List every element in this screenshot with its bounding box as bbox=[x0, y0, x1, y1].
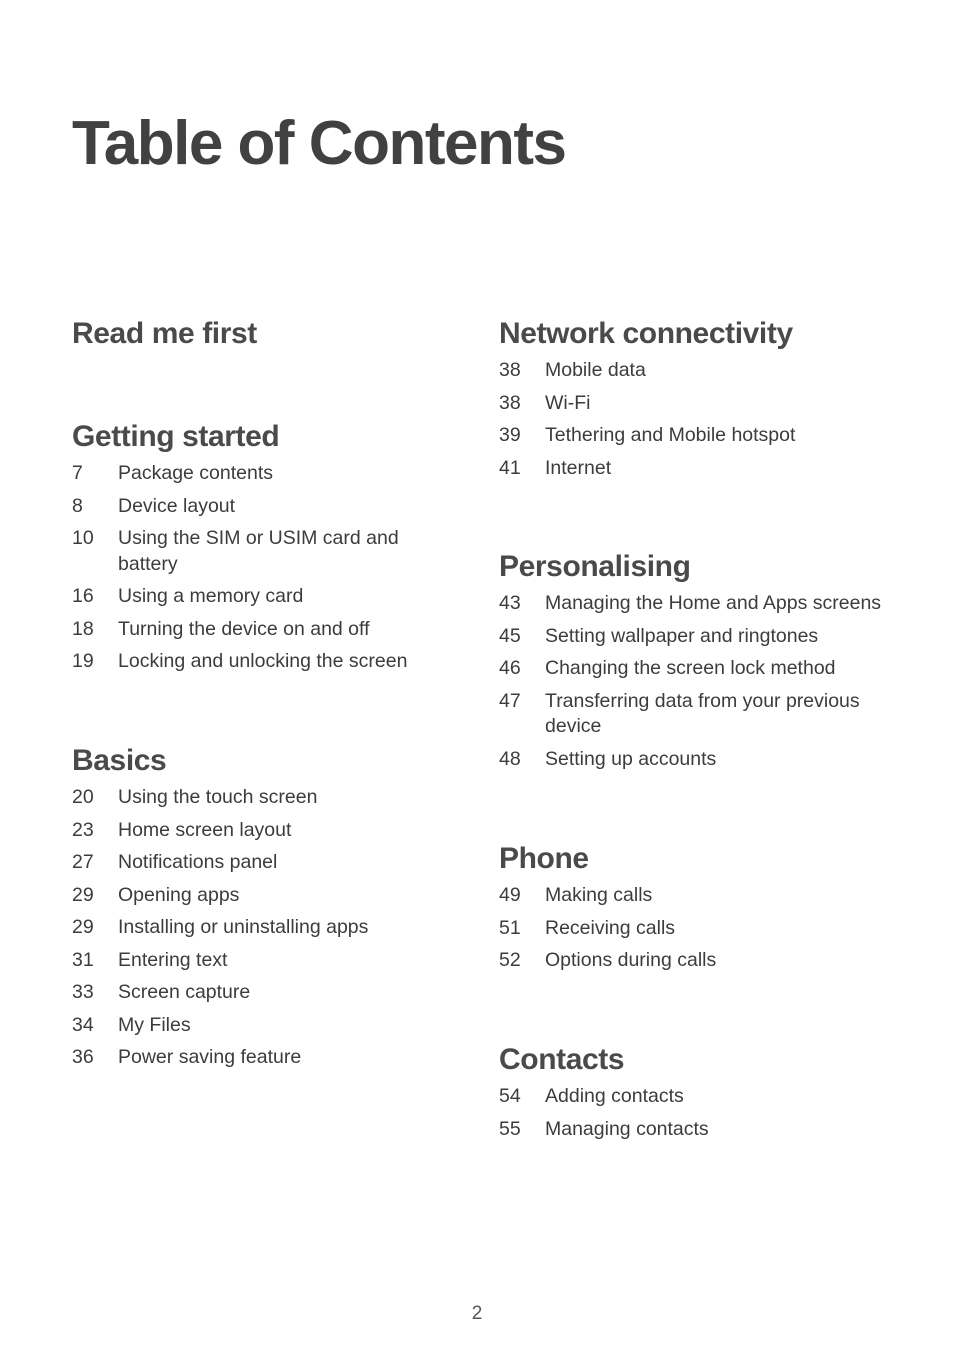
toc-entry-text: Setting up accounts bbox=[545, 747, 717, 770]
toc-entry-page: 19 bbox=[72, 650, 94, 672]
toc-entry-page: 48 bbox=[499, 747, 521, 770]
toc-entry-text: Managing contacts bbox=[545, 1117, 709, 1140]
toc-entry-page: 20 bbox=[72, 786, 94, 808]
toc-entry[interactable] bbox=[72, 915, 442, 941]
toc-entry-list bbox=[499, 1084, 899, 1142]
toc-entry[interactable] bbox=[499, 391, 899, 417]
toc-entry-list bbox=[72, 785, 442, 1071]
toc-entry-page: 33 bbox=[72, 981, 94, 1003]
section-title[interactable]: Phone bbox=[499, 842, 589, 875]
section-title[interactable]: Contacts bbox=[499, 1043, 625, 1076]
toc-entry-text: Power saving feature bbox=[118, 1046, 302, 1068]
toc-entry[interactable] bbox=[499, 1084, 899, 1110]
toc-section-personalising bbox=[499, 549, 899, 779]
toc-entry-text: Locking and unlocking the screen bbox=[118, 650, 408, 672]
toc-entry-text: My Files bbox=[118, 1013, 191, 1036]
toc-entry[interactable] bbox=[72, 526, 442, 577]
toc-entry[interactable] bbox=[72, 785, 442, 811]
toc-entry-page: 18 bbox=[72, 617, 94, 640]
toc-entry-text: Mobile data bbox=[545, 359, 646, 381]
toc-entry-text: Options during calls bbox=[545, 949, 717, 971]
toc-entry[interactable] bbox=[499, 656, 899, 682]
toc-section-getting-started bbox=[72, 419, 442, 682]
toc-entry[interactable] bbox=[72, 584, 442, 610]
toc-entry[interactable] bbox=[499, 358, 899, 384]
toc-entry-page: 16 bbox=[72, 585, 94, 607]
toc-section-phone bbox=[499, 841, 899, 981]
toc-entry[interactable] bbox=[72, 461, 442, 487]
toc-entry[interactable] bbox=[499, 1117, 899, 1143]
toc-entry-text: Tethering and Mobile hotspot bbox=[545, 424, 796, 446]
toc-entry-list bbox=[499, 358, 899, 481]
section-title[interactable]: Basics bbox=[72, 744, 167, 777]
toc-entry[interactable] bbox=[72, 980, 442, 1006]
toc-entry[interactable] bbox=[499, 591, 899, 617]
toc-entry-text: Screen capture bbox=[118, 981, 251, 1003]
toc-entry-page: 46 bbox=[499, 657, 521, 679]
toc-entry-page: 27 bbox=[72, 851, 94, 873]
toc-entry-page: 55 bbox=[499, 1117, 521, 1140]
toc-entry[interactable] bbox=[72, 649, 442, 675]
toc-entry-text: Entering text bbox=[118, 948, 228, 971]
toc-entry-text: Using the SIM or USIM card and battery bbox=[118, 527, 399, 575]
section-title[interactable]: Read me first bbox=[72, 317, 257, 350]
toc-entry[interactable] bbox=[72, 850, 442, 876]
toc-entry-page: 8 bbox=[72, 494, 83, 517]
toc-entry-text: Transferring data from your previous device bbox=[545, 689, 860, 737]
toc-entry[interactable] bbox=[499, 423, 899, 449]
toc-entry-text: Making calls bbox=[545, 884, 653, 906]
toc-entry-text: Home screen layout bbox=[118, 818, 292, 841]
page-title: Table of Contents bbox=[72, 109, 566, 178]
toc-entry-page: 23 bbox=[72, 818, 94, 841]
toc-entry-page: 34 bbox=[72, 1013, 94, 1036]
toc-entry-text: Wi-Fi bbox=[545, 391, 591, 414]
toc-entry-page: 38 bbox=[499, 359, 521, 381]
toc-entry[interactable] bbox=[72, 883, 442, 909]
toc-entry-text: Using a memory card bbox=[118, 585, 304, 607]
toc-entry-page: 36 bbox=[72, 1046, 94, 1068]
toc-entry[interactable] bbox=[499, 883, 899, 909]
toc-entry[interactable] bbox=[72, 818, 442, 844]
toc-entry[interactable] bbox=[72, 1045, 442, 1071]
toc-entry-text: Installing or uninstalling apps bbox=[118, 916, 369, 938]
toc-entry[interactable] bbox=[499, 747, 899, 773]
section-title[interactable]: Network connectivity bbox=[499, 317, 793, 350]
toc-entry-text: Turning the device on and off bbox=[118, 617, 370, 640]
toc-entry-text: Package contents bbox=[118, 462, 274, 484]
toc-entry-text: Receiving calls bbox=[545, 916, 676, 939]
toc-entry-text: Changing the screen lock method bbox=[545, 657, 836, 679]
toc-entry[interactable] bbox=[499, 916, 899, 942]
toc-entry-page: 38 bbox=[499, 391, 521, 414]
toc-section-read-me-first bbox=[72, 316, 442, 352]
toc-entry-list bbox=[499, 883, 899, 974]
toc-entry[interactable] bbox=[499, 456, 899, 482]
toc-entry-page: 49 bbox=[499, 884, 521, 906]
toc-entry-text: Internet bbox=[545, 456, 612, 479]
toc-entry[interactable] bbox=[499, 948, 899, 974]
toc-entry-page: 29 bbox=[72, 916, 94, 938]
toc-entry[interactable] bbox=[72, 948, 442, 974]
toc-entry-text: Managing the Home and Apps screens bbox=[545, 592, 882, 614]
toc-entry-page: 54 bbox=[499, 1085, 521, 1107]
toc-entry-page: 47 bbox=[499, 689, 521, 712]
toc-entry-text: Using the touch screen bbox=[118, 786, 318, 808]
page-number: 2 bbox=[471, 1303, 483, 1324]
section-title[interactable]: Getting started bbox=[72, 420, 280, 453]
toc-entry-text: Device layout bbox=[118, 494, 236, 517]
toc-entry-text: Setting wallpaper and ringtones bbox=[545, 624, 819, 647]
toc-entry[interactable] bbox=[72, 494, 442, 520]
toc-entry-page: 31 bbox=[72, 948, 94, 971]
toc-section-basics bbox=[72, 743, 442, 1078]
toc-entry-list bbox=[72, 461, 442, 675]
toc-entry-page: 45 bbox=[499, 624, 521, 647]
toc-entry-text: Adding contacts bbox=[545, 1085, 684, 1107]
toc-entry-page: 41 bbox=[499, 456, 521, 479]
toc-entry[interactable] bbox=[72, 1013, 442, 1039]
toc-entry[interactable] bbox=[499, 689, 899, 740]
toc-entry-page: 39 bbox=[499, 424, 521, 446]
toc-entry-page: 43 bbox=[499, 592, 521, 614]
toc-entry-text: Notifications panel bbox=[118, 851, 278, 873]
section-title[interactable]: Personalising bbox=[499, 550, 691, 583]
toc-section-network-connectivity bbox=[499, 316, 899, 488]
toc-entry-page: 52 bbox=[499, 949, 521, 971]
toc-entry-page: 29 bbox=[72, 883, 94, 906]
toc-entry-page: 51 bbox=[499, 916, 521, 939]
toc-entry-text: Opening apps bbox=[118, 883, 240, 906]
toc-entry-page: 7 bbox=[72, 462, 83, 484]
toc-entry-list bbox=[499, 591, 899, 772]
toc-entry[interactable] bbox=[499, 624, 899, 650]
toc-entry[interactable] bbox=[72, 617, 442, 643]
toc-entry-page: 10 bbox=[72, 527, 94, 549]
toc-section-contacts bbox=[499, 1042, 899, 1149]
